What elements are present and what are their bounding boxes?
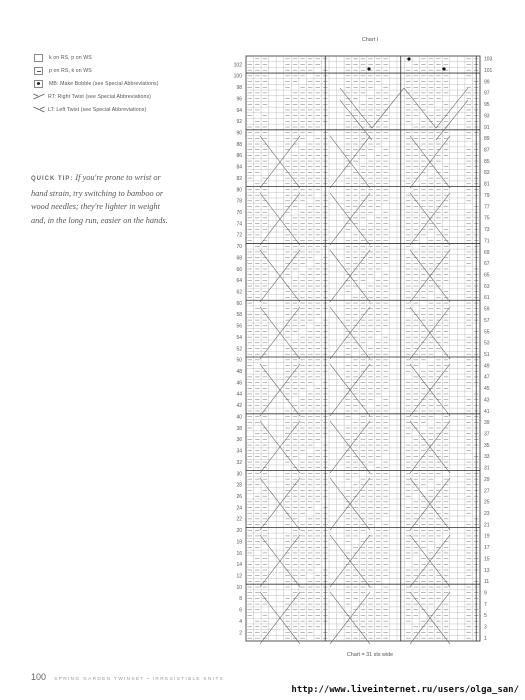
row-label-right: 57	[484, 317, 490, 324]
row-label-left: 18	[236, 539, 242, 546]
legend-label: RT: Right Twist (see Special Abbreviations)	[48, 93, 152, 100]
row-label-left: 94	[236, 107, 242, 114]
row-label-right: 53	[484, 340, 490, 347]
row-label-right: 29	[484, 476, 490, 483]
row-label-left: 52	[236, 346, 242, 353]
row-label-right: 75	[484, 215, 490, 222]
row-label-right: 27	[484, 488, 490, 495]
chart-caption: Chart = 31 sts wide	[346, 652, 394, 658]
row-label-left: 36	[236, 437, 242, 444]
row-label-left: 38	[236, 425, 242, 432]
row-label-left: 40	[236, 414, 242, 421]
row-label-right: 95	[484, 102, 490, 109]
row-label-right: 65	[484, 272, 490, 279]
row-label-left: 14	[236, 562, 242, 569]
row-label-right: 5	[484, 613, 487, 620]
chart-frame	[246, 56, 480, 641]
chart-title: Chart I	[361, 37, 379, 43]
row-label-right: 7	[484, 601, 487, 608]
legend-label: p on RS, k on WS	[49, 67, 92, 74]
row-label-left: 46	[236, 380, 242, 387]
row-label-left: 68	[236, 255, 242, 262]
page-footer	[31, 672, 224, 682]
row-label-left: 56	[236, 323, 242, 330]
row-label-right: 59	[484, 306, 490, 313]
row-label-left: 34	[236, 448, 242, 455]
row-label-right: 49	[484, 363, 490, 370]
row-label-left: 26	[236, 493, 242, 500]
row-label-right: 103	[484, 56, 493, 63]
row-label-left: 42	[236, 403, 242, 410]
row-label-right: 85	[484, 158, 490, 165]
row-label-left: 24	[236, 505, 242, 512]
row-label-right: 83	[484, 170, 490, 177]
row-label-right: 13	[484, 567, 490, 574]
row-label-right: 21	[484, 522, 490, 529]
row-label-left: 92	[236, 119, 242, 126]
row-label-left: 10	[236, 584, 242, 591]
row-label-left: 84	[236, 164, 242, 171]
row-label-left: 74	[236, 221, 242, 228]
row-label-right: 43	[484, 397, 490, 404]
row-label-right: 47	[484, 374, 490, 381]
row-label-right: 41	[484, 408, 490, 415]
legend-label: k on RS, p on WS	[49, 54, 92, 61]
row-label-left: 98	[236, 85, 242, 92]
row-label-left: 86	[236, 153, 242, 160]
row-label-left: 28	[236, 482, 242, 489]
row-label-right: 55	[484, 329, 490, 336]
row-label-right: 73	[484, 227, 490, 234]
row-label-left: 50	[236, 357, 242, 364]
row-label-left: 88	[236, 141, 242, 148]
row-label-right: 1	[484, 635, 487, 642]
row-label-right: 33	[484, 454, 490, 461]
row-label-right: 25	[484, 499, 490, 506]
row-label-left: 82	[236, 175, 242, 182]
row-label-left: 32	[236, 459, 242, 466]
bobble-mark	[367, 67, 370, 70]
row-label-left: 76	[236, 209, 242, 216]
row-label-left: 58	[236, 312, 242, 319]
row-label-left: 2	[239, 630, 242, 637]
row-label-right: 93	[484, 113, 490, 120]
row-label-left: 20	[236, 528, 242, 535]
row-label-right: 39	[484, 420, 490, 427]
row-label-right: 9	[484, 590, 487, 597]
row-label-right: 3	[484, 624, 487, 631]
quick-tip-heading: QUICK TIP:	[31, 176, 74, 182]
bobble-mark	[407, 57, 410, 60]
row-label-left: 4	[239, 618, 242, 625]
row-label-right: 99	[484, 79, 490, 86]
row-label-right: 101	[484, 68, 493, 74]
row-label-right: 91	[484, 124, 490, 131]
legend-label: MB: Make Bobble (see Special Abbreviations)	[49, 80, 159, 87]
running-head: SPRING GARDEN TWINSET • IRRESISTIBLE KNITS	[54, 677, 225, 682]
bobble-mark	[442, 67, 445, 70]
row-label-right: 23	[484, 511, 490, 518]
row-label-right: 79	[484, 192, 490, 199]
row-label-left: 30	[236, 471, 242, 478]
row-label-right: 87	[484, 147, 490, 154]
row-label-right: 35	[484, 442, 490, 449]
row-label-left: 54	[236, 334, 242, 341]
row-label-left: 62	[236, 289, 242, 296]
row-label-right: 45	[484, 386, 490, 393]
row-label-left: 102	[233, 62, 242, 69]
legend-label: LT: Left Twist (see Special Abbreviations)	[48, 106, 147, 113]
row-label-right: 67	[484, 261, 490, 268]
watermark-url: http://www.liveinternet.ru/users/olga_san/	[291, 685, 519, 695]
row-label-left: 80	[236, 187, 242, 194]
row-label-left: 66	[236, 266, 242, 273]
row-label-left: 96	[236, 96, 242, 103]
row-label-left: 100	[233, 73, 242, 80]
row-label-right: 17	[484, 545, 490, 552]
row-label-left: 22	[236, 516, 242, 523]
row-label-left: 6	[239, 607, 242, 614]
row-label-left: 12	[236, 573, 242, 580]
row-label-left: 70	[236, 244, 242, 251]
row-label-right: 97	[484, 90, 490, 97]
page-number: 100	[31, 672, 47, 682]
row-label-right: 15	[484, 556, 490, 563]
row-label-left: 78	[236, 198, 242, 205]
row-label-right: 61	[484, 295, 490, 302]
row-label-right: 19	[484, 533, 490, 540]
row-label-left: 90	[236, 130, 242, 137]
row-label-left: 8	[239, 596, 242, 603]
quick-tip-text: If you're prone to wrist or hand strain, try switching to bamboo or wood needles; they're lighter in weight and, in the long run, easier on the hands.	[31, 173, 168, 225]
row-label-left: 16	[236, 550, 242, 557]
row-label-right: 69	[484, 249, 490, 256]
row-label-right: 51	[484, 351, 490, 358]
row-label-right: 63	[484, 283, 490, 290]
row-label-left: 44	[236, 391, 242, 398]
row-label-right: 37	[484, 431, 490, 438]
row-label-right: 31	[484, 465, 490, 472]
row-label-right: 89	[484, 136, 490, 143]
row-label-right: 81	[484, 181, 490, 188]
row-label-right: 77	[484, 204, 490, 211]
row-label-left: 48	[236, 369, 242, 376]
row-label-right: 71	[484, 238, 490, 245]
row-label-left: 72	[236, 232, 242, 239]
row-label-left: 60	[236, 300, 242, 307]
row-label-left: 64	[236, 278, 242, 285]
row-label-right: 11	[484, 579, 490, 586]
